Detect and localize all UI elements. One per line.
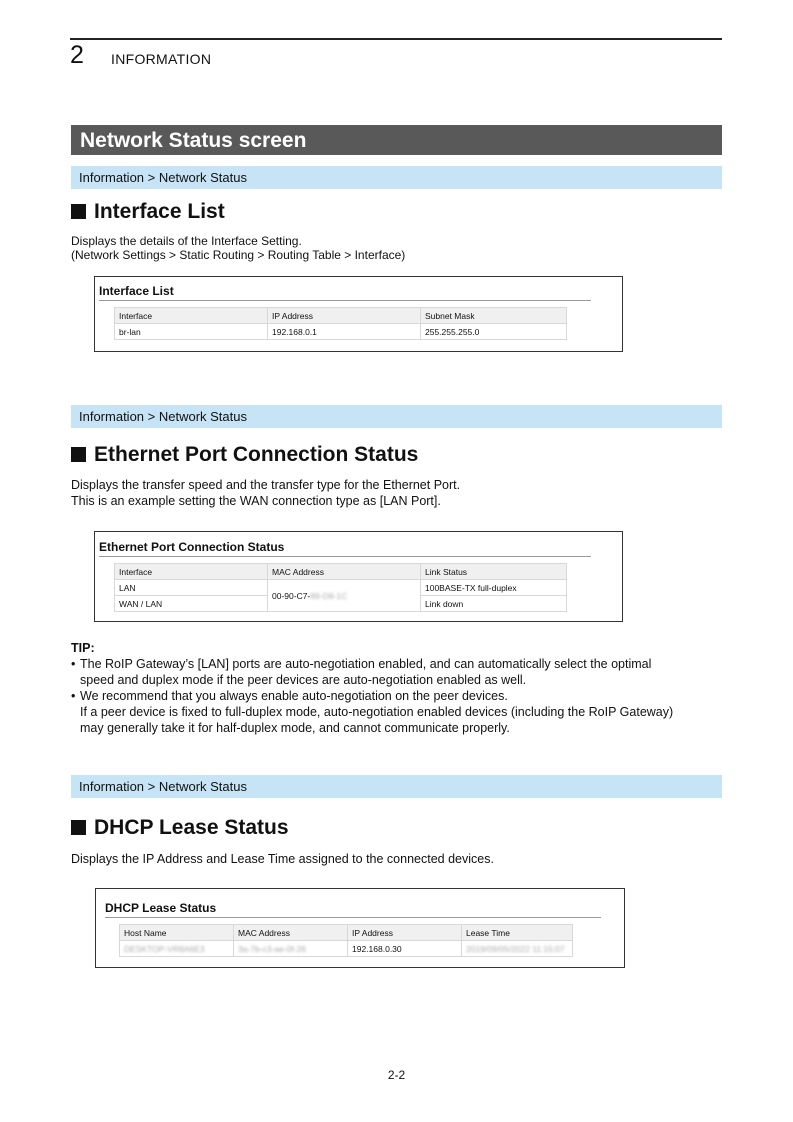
masked-mac: 89-D9-1C: [310, 590, 348, 601]
cell: WAN / LAN: [115, 596, 268, 612]
masked-mac: 3a-7b-c3-ae-0f-26: [238, 943, 307, 954]
cell: LAN: [115, 580, 268, 596]
col-header: IP Address: [348, 925, 462, 941]
dhcp-description: Displays the IP Address and Lease Time assigned to the connected devices.: [71, 852, 494, 866]
tip-item: • We recommend that you always enable auto-negotiation on the peer devices. If a peer device is fixed to full-duplex mode, auto-negotiation enabled devices (including the RoIP Gateway) may generally take it for half-duplex mode, and cannot communicate properly.: [71, 689, 674, 735]
interface-list-description: Displays the details of the Interface Setting. (Network Settings > Static Routing > Routing Table > Interface): [71, 234, 406, 262]
masked-host: DESKTOP-VR8A6E3: [124, 943, 205, 954]
table-row: [115, 580, 567, 596]
breadcrumb: Information > Network Status: [71, 775, 722, 798]
page-number: 2-2: [387, 1068, 406, 1082]
cell: [120, 941, 234, 957]
chapter-title: INFORMATION: [111, 51, 212, 67]
cell: Link down: [421, 596, 567, 612]
panel-rule: [105, 917, 601, 918]
masked-lease: 2019/09/05/2022 11:15:07: [466, 943, 565, 954]
tip-item: • The RoIP Gateway’s [LAN] ports are auto-negotiation enabled, and can automatically select the optimal speed and duplex mode if the peer devices are auto-negotiation enabled as well.: [71, 657, 652, 687]
breadcrumb: Information > Network Status: [71, 405, 722, 428]
cell: [234, 941, 348, 957]
panel-rule: [99, 556, 591, 557]
col-header: MAC Address: [234, 925, 348, 941]
section-title-interface-list: Interface List: [71, 199, 225, 225]
cell: 255.255.255.0: [421, 324, 567, 340]
interface-list-panel: [94, 276, 623, 352]
col-header: MAC Address: [268, 564, 421, 580]
breadcrumb: Information > Network Status: [71, 166, 722, 189]
col-header: Interface: [115, 308, 268, 324]
dhcp-panel: [95, 888, 625, 968]
section-title-ethernet: Ethernet Port Connection Status: [71, 442, 418, 468]
col-header: IP Address: [268, 308, 421, 324]
header-rule: [70, 38, 722, 40]
ethernet-status-panel: [94, 531, 623, 622]
tip-label: TIP:: [71, 641, 95, 655]
ethernet-description: Displays the transfer speed and the transfer type for the Ethernet Port. This is an example setting the WAN connection type as [LAN Port].: [71, 478, 461, 508]
square-bullet-icon: [71, 447, 86, 462]
interface-table: [114, 307, 567, 340]
table-header-row: [115, 564, 567, 580]
square-bullet-icon: [71, 204, 86, 219]
col-header: Interface: [115, 564, 268, 580]
dhcp-table: [119, 924, 573, 957]
col-header: Subnet Mask: [421, 308, 567, 324]
panel-title: Ethernet Port Connection Status: [99, 540, 285, 554]
table-row: [115, 324, 567, 340]
square-bullet-icon: [71, 820, 86, 835]
page-title: Network Status screen: [71, 125, 722, 155]
panel-title: DHCP Lease Status: [105, 901, 217, 915]
cell: 100BASE-TX full-duplex: [421, 580, 567, 596]
panel-title: Interface List: [99, 284, 174, 298]
table-header-row: [115, 308, 567, 324]
ethernet-table: [114, 563, 567, 612]
cell: 192.168.0.30: [348, 941, 462, 957]
col-header: Lease Time: [462, 925, 573, 941]
panel-rule: [99, 300, 591, 301]
col-header: Link Status: [421, 564, 567, 580]
col-header: Host Name: [120, 925, 234, 941]
table-row: [120, 941, 573, 957]
cell: 192.168.0.1: [268, 324, 421, 340]
tip-list: [71, 656, 731, 736]
cell: br-lan: [115, 324, 268, 340]
cell: [462, 941, 573, 957]
mac-cell: 00-90-C7-89-D9-1C: [268, 580, 421, 612]
table-header-row: [120, 925, 573, 941]
chapter-number: 2: [70, 41, 84, 69]
section-title-dhcp: DHCP Lease Status: [71, 815, 289, 841]
